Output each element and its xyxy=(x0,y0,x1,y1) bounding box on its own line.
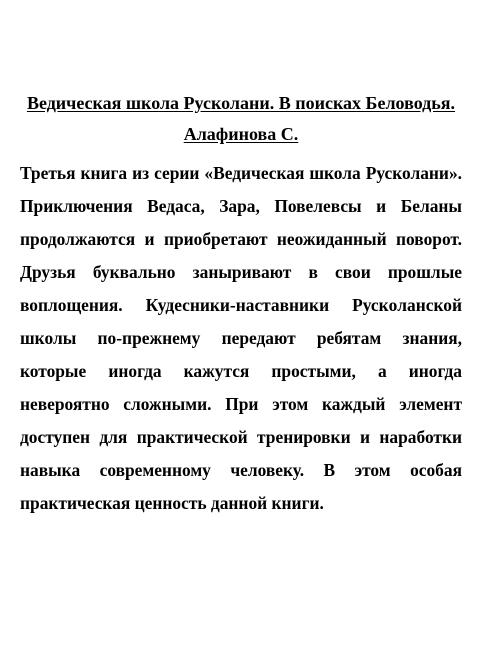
document-title: Ведическая школа Русколани. В поисках Беловодья. Алафинова С. xyxy=(26,93,456,144)
document-page xyxy=(20,88,462,520)
document-description: Третья книга из серии «Ведическая школа Русколани». Приключения Ведаса, Зара, Повелевсы и Беланы продолжаются и приобретают неожиданный поворот. Друзья буквально заныривают в свои прошлые воплощения. Кудесники-наставники Рускoланской школы по-прежнему передают ребятам знания, которые иногда кажутся простыми, а иногда невероятно сложными. При этом каждый элемент доступен для практической тренировки и наработки навыка современному человеку. В этом особая практическая ценность данной книги. xyxy=(20,163,462,513)
